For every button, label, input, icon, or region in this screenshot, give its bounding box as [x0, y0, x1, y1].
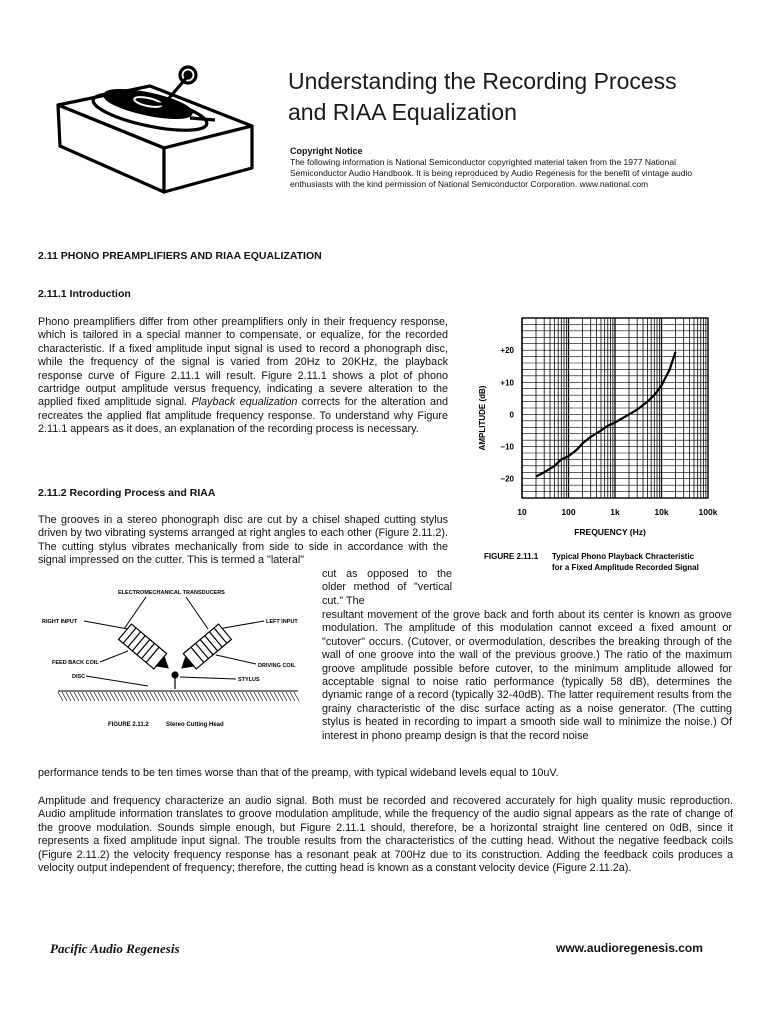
disc-hatch-line: [250, 692, 255, 701]
chart-caption-line2: for a Fixed Amplitude Recorded Signal: [552, 563, 699, 572]
disc-hatch-line: [166, 692, 171, 701]
disc-hatch-line: [70, 692, 75, 701]
paragraph-modulation: resultant movement of the grove back and forth about its center is known as groove modulation. The amplitude of this modulation cannot exceed a fixed amount or "cutover" occurs. (Cutover, or overmodulation, describes the breaking through of the wall of one groove into the wall of the previous groove.) The ratio of the maximum groove amplitude possible before cutover, to the minimum amplitude allowed for acceptable signal to noise ratio performance (typically 58 dB), determines the dynamic range of a record (typically 32-40dB). The latter requirement results from the grainy characteristic of the disc surface acting as a noise generator. (The cutting stylus is heated in recording to impart a smooth side wall to minimize the noise.) Of interest in phono preamp design is that the record noise: [322, 609, 732, 742]
label-disc: DISC: [72, 674, 86, 680]
disc-hatch-line: [282, 692, 287, 701]
subsection-heading-recording: 2.11.2 Recording Process and RIAA: [38, 487, 216, 499]
chart-xtick-label: 1k: [610, 507, 620, 517]
caption-cutting-head-text: Stereo Cutting Head: [166, 722, 224, 728]
disc-hatch-line: [186, 692, 191, 701]
disc-hatch-line: [242, 692, 247, 701]
disc-hatch-line: [146, 692, 151, 701]
copyright-text: The following information is National Semiconductor copyrighted material taken from the 1977 National Semiconductor Audio Handbook. It is being reproduced by Audio Regenesis for the benefit of vintage audio enthusiasts with the kind permission of National Semiconductor Corporation. www.national.com: [290, 157, 693, 189]
subsection-heading-intro: 2.11.1 Introduction: [38, 288, 131, 300]
chart-xtick-label: 10: [517, 507, 527, 517]
label-feedback-coil: FEED BACK COIL: [52, 660, 99, 666]
paragraph-recording: The grooves in a stereo phonograph disc are cut by a chisel shaped cutting stylus driven by two vibrating systems arranged at right angles to each other (Figure 2.11.2). The cutting stylus vibrates mechanically from side to side in accordance with the signal impressed on the cutter. This is termed a "lateral": [38, 514, 448, 567]
turntable-illustration: [40, 60, 270, 200]
disc-hatch-line: [114, 692, 119, 701]
disc-hatch-line: [294, 692, 299, 701]
chart-xtick-label: 10k: [654, 507, 669, 517]
disc-hatch-line: [258, 692, 263, 701]
disc-hatch-line: [266, 692, 271, 701]
disc-hatch-line: [230, 692, 235, 701]
figure-playback-chart: [470, 310, 732, 578]
disc-hatch-line: [190, 692, 195, 701]
chart-ytick-label: +10: [500, 378, 514, 388]
disc-hatch-line: [134, 692, 139, 701]
disc-hatch-line: [206, 692, 211, 701]
disc-hatch-line: [202, 692, 207, 701]
chart-caption-line1: Typical Phono Playback Chracteristic: [552, 552, 695, 561]
disc-hatch-line: [238, 692, 243, 701]
disc-hatch-line: [126, 692, 131, 701]
chart-ylabel: AMPLITUDE (dB): [478, 385, 487, 451]
disc-hatch-line: [218, 692, 223, 701]
paragraph-modulation-end: performance tends to be ten times worse than that of the preamp, with typical wideband levels equal to 10uV.: [38, 767, 559, 779]
disc-hatch-line: [286, 692, 291, 701]
disc-hatch-line: [98, 692, 103, 701]
label-left-input: LEFT INPUT: [266, 619, 298, 625]
disc-hatch-line: [66, 692, 71, 701]
label-stylus: STYLUS: [238, 677, 260, 683]
disc-hatch-line: [58, 692, 63, 701]
chart-ytick-label: 0: [509, 410, 514, 420]
disc-hatch-line: [198, 692, 203, 701]
disc-hatch-line: [154, 692, 159, 701]
disc-hatch-line: [210, 692, 215, 701]
paragraph-amplitude: Amplitude and frequency characterize an audio signal. Both must be recorded and recovered accurately for high quality music reproduction. Audio amplitude information translates to groove modulation amplitude, while the frequency of the audio signal appears as the rate of change of the groove modulation. Sounds simple enough, but Figure 2.11.1 should, therefore, be a horizontal straight line centered on 0dB, since it represents a fixed amplitude input signal. The trouble results from the characteristics of the cutting head. Without the negative feedback coils (Figure 2.11.2) the velocity frequency response has a resonant peak at 700Hz due to its construction. Adding the feedback coils produces a velocity output independent of frequency; therefore, the cutting head is known as a constant velocity device (Figure 2.11.2a).: [38, 795, 733, 875]
disc-hatch-line: [82, 692, 87, 701]
disc-hatch-line: [270, 692, 275, 701]
disc-hatch-line: [122, 692, 127, 701]
chart-xlabel: FREQUENCY (Hz): [574, 527, 646, 537]
disc-hatch-line: [130, 692, 135, 701]
disc-hatch-line: [150, 692, 155, 701]
disc-hatch-line: [246, 692, 251, 701]
chart-caption-num: FIGURE 2.11.1: [484, 552, 539, 561]
disc-hatch-line: [182, 692, 187, 701]
disc-hatch-line: [290, 692, 295, 701]
disc-hatch-line: [226, 692, 231, 701]
disc-hatch-line: [74, 692, 79, 701]
disc-hatch-line: [110, 692, 115, 701]
disc-hatch-line: [214, 692, 219, 701]
disc-hatch-line: [194, 692, 199, 701]
disc-hatch-line: [278, 692, 283, 701]
disc-hatch-line: [90, 692, 95, 701]
disc-hatch-line: [78, 692, 83, 701]
chart-xtick-label: 100k: [698, 507, 718, 517]
disc-hatch-line: [86, 692, 91, 701]
chart-xtick-label: 100: [561, 507, 576, 517]
disc-hatch-line: [262, 692, 267, 701]
label-transducers: ELECTROMECHANICAL TRANSDUCERS: [118, 590, 225, 596]
page-title: Understanding the Recording Process and RIAA Equalization: [288, 68, 677, 125]
figure-cutting-head: [38, 585, 308, 735]
disc-hatch-line: [178, 692, 183, 701]
paragraph-intro: Phono preamplifiers differ from other preamplifiers only in their frequency response, which is tailored in a special manner to compensate, or equalize, for the recorded characteristic. If a fixed amplitude input signal is used to record a phonograph disc, while the frequency of the signal is varied from 20Hz to 20KHz, the playback response curve of Figure 2.11.1 will result. Figure 2.11.1 shows a plot of phono cartridge output amplitude versus frequency, indicating a severe alteration to the applied fixed amplitude signal. Playback equalization corrects for the alteration and recreates the applied flat amplitude frequency response. To understand why Figure 2.11.1 appears as it does, an explanation of the recording process is necessary.: [38, 316, 449, 436]
disc-hatch-line: [118, 692, 123, 701]
disc-hatch-line: [158, 692, 163, 701]
chart-ytick-label: +20: [500, 346, 514, 356]
disc-hatch-line: [174, 692, 179, 701]
copyright-heading: Copyright Notice: [290, 146, 363, 156]
label-right-input: RIGHT INPUT: [42, 619, 78, 625]
disc-hatch-line: [234, 692, 239, 701]
section-heading: 2.11 PHONO PREAMPLIFIERS AND RIAA EQUALIZATION: [38, 250, 322, 262]
footer-publisher: Pacific Audio Regenesis: [50, 941, 180, 956]
disc-hatch-line: [102, 692, 107, 701]
disc-hatch-line: [106, 692, 111, 701]
disc-hatch-line: [170, 692, 175, 701]
disc-hatch-line: [274, 692, 279, 701]
caption-cutting-head-num: FIGURE 2.11.2: [108, 722, 149, 728]
paragraph-recording-cont: cut as opposed to the older method of "vertical cut." The: [322, 568, 452, 607]
chart-ytick-label: −20: [500, 474, 514, 484]
disc-hatch-line: [62, 692, 67, 701]
disc-hatch-line: [162, 692, 167, 701]
disc-hatch-line: [222, 692, 227, 701]
disc-hatch-line: [94, 692, 99, 701]
chart-ytick-label: −10: [500, 442, 514, 452]
disc-hatch-line: [138, 692, 143, 701]
disc-hatch-line: [142, 692, 147, 701]
footer-website[interactable]: www.audioregenesis.com: [556, 941, 703, 955]
label-driving-coil: DRIVING COIL: [258, 663, 296, 669]
disc-hatch-line: [254, 692, 259, 701]
